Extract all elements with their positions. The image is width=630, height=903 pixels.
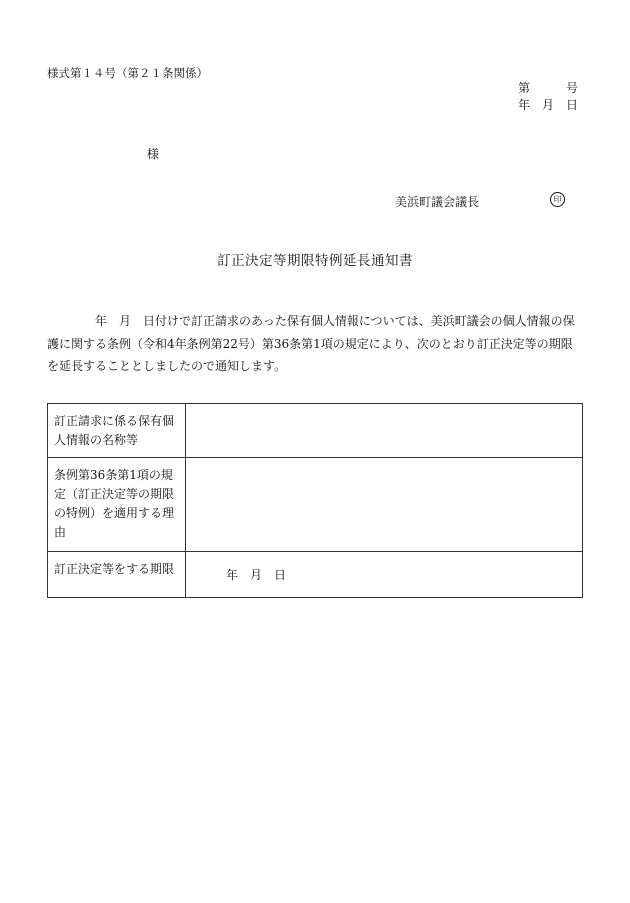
body-paragraph: 年 月 日付けで訂正請求のあった保有個人情報については、美浜町議会の個人情報の保護に関する条例（令和4年条例第22号）第36条第1項の規定により、次のとおり訂正決定等の期限を延長することとしましたので通知します。 xyxy=(47,314,575,373)
addressee-honorific: 様 xyxy=(147,147,160,161)
row-label: 訂正決定等をする期限 xyxy=(48,552,186,598)
document-title: 訂正決定等期限特例延長通知書 xyxy=(217,253,413,269)
seal-mark: 印 xyxy=(550,192,565,207)
row-value xyxy=(186,404,583,458)
document-number: 第 号 xyxy=(517,81,578,95)
table-row xyxy=(48,404,583,458)
document-date: 年 月 日 xyxy=(517,98,578,112)
table-row xyxy=(48,458,583,552)
table-row xyxy=(48,552,583,598)
form-number: 様式第１４号（第２１条関係） xyxy=(47,66,208,80)
row-label: 訂正請求に係る保有個人情報の名称等 xyxy=(48,404,186,458)
issuer-name: 美浜町議会議長 xyxy=(395,195,480,209)
row-label: 条例第36条第1項の規定（訂正決定等の期限の特例）を適用する理由 xyxy=(48,458,186,552)
row-value xyxy=(186,458,583,552)
info-table xyxy=(47,403,583,598)
deadline-date: 年 月 日 xyxy=(186,552,583,598)
